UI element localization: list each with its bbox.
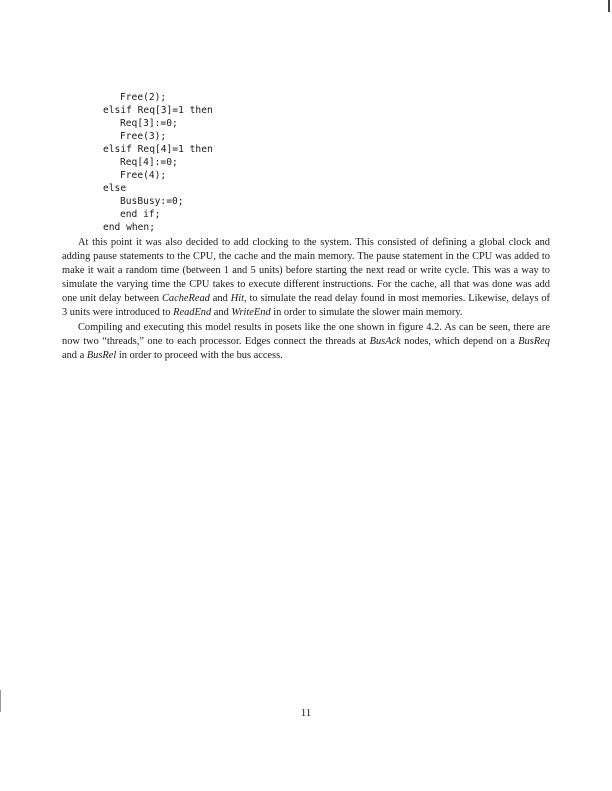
term-busack: BusAck — [369, 335, 401, 347]
code-line: Req[3]:=0; — [120, 118, 178, 129]
scan-mark-left — [0, 690, 1, 712]
code-line: BusBusy:=0; — [120, 196, 184, 207]
term-busrel: BusRel — [86, 349, 117, 361]
code-line: Free(2); — [120, 92, 167, 103]
code-line: elsif Req[3]=1 then — [103, 105, 213, 116]
paragraph-posets: Compiling and executing this model results in posets like the one shown in figure 4.2. As can be seen, there are now two “threads,” one to each processor. Edges connect the threads at BusAck nodes, which depend on a BusReq and a BusRel in order to proceed with the bus access. — [62, 321, 550, 361]
term-writeend: WriteEnd — [231, 307, 271, 319]
code-line: Free(3); — [120, 131, 167, 142]
term-hit: Hit — [230, 293, 244, 305]
code-line: Req[4]:=0; — [120, 157, 178, 168]
code-line: Free(4); — [120, 170, 167, 181]
term-busreq: BusReq — [518, 335, 550, 347]
page-number: 11 — [300, 707, 312, 719]
code-line: end when; — [103, 222, 155, 233]
code-line: elsif Req[4]=1 then — [103, 144, 213, 155]
body-text — [62, 236, 550, 363]
term-readend: ReadEnd — [173, 307, 212, 319]
scan-mark-top-right — [608, 0, 610, 12]
paragraph-clocking: At this point it was also decided to add clocking to the system. This consisted of defining a global clock and adding pause statements to the CPU, the cache and the main memory. The pause statement in the CPU was added to make it wait a random time (between 1 and 5 units) before starting the next read or write cycle. This was a way to simulate the varying time the CPU takes to execute different instructions. For the cache, all that was done was add one unit delay between CacheRead and Hit, to simulate the read delay found in most memories. Likewise, delays of 3 units were introduced to ReadEnd and WriteEnd in order to simulate the slower main memory. — [62, 237, 550, 319]
code-line: else — [103, 183, 127, 194]
code-line: end if; — [120, 209, 161, 220]
term-cacheread: CacheRead — [161, 293, 210, 305]
